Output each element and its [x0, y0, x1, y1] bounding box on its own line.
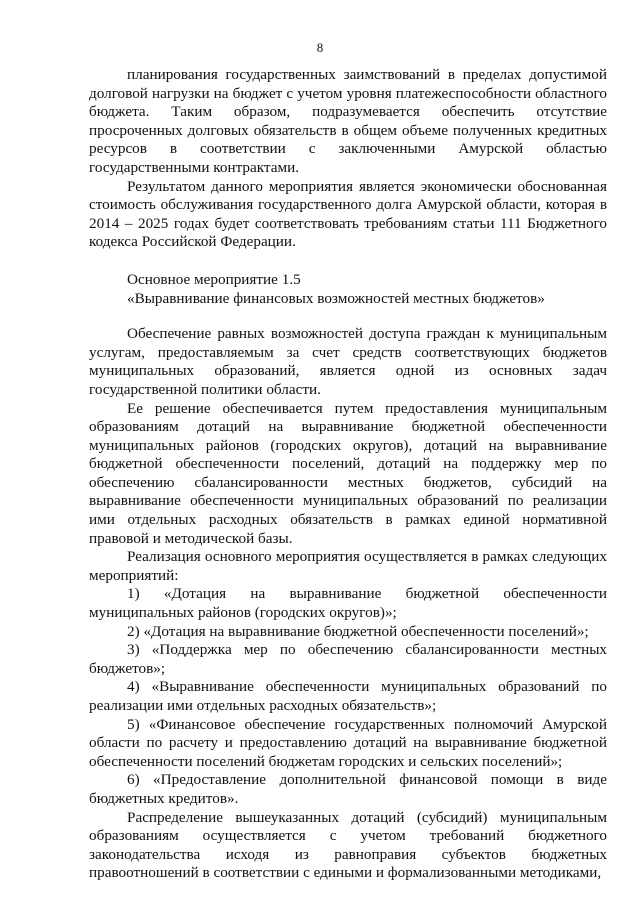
- page-number: 8: [316, 40, 324, 55]
- paragraph-borrowing-continuation: планирования государственных заимствований в пределах допустимой долговой нагрузки на бюджет с учетом уровня платежеспособности областного бюджета. Таким образом, подразумевается обеспечить отсутствие просроченных долговых обязательств в общем объеме полученных кредитных ресурсов в соответствии с заключенными Амурской областью государственными контрактами.: [89, 66, 607, 176]
- paragraph-subsidies: Ее решение обеспечивается путем предоставления муниципальным образованиям дотаций на выравнивание бюджетной обеспеченности муниципальных районов (городских округов), дотаций на выравнивание бюджетной обеспеченности поселений, дотаций на поддержку мер по обеспечению сбалансированности местных бюджетов, субсидий на выравнивание обеспеченности муниципальных образований по реализации ими отдельных расходных обязательств в рамках единой нормативной правовой и методической базы.: [89, 399, 607, 547]
- spacer: [89, 252, 607, 271]
- spacer: [89, 308, 607, 325]
- list-item-2: 2) «Дотация на выравнивание бюджетной обеспеченности поселений»;: [127, 622, 589, 640]
- paragraph-distribution: Распределение вышеуказанных дотаций (субсидий) муниципальным образованиям осуществляется с учетом требований бюджетного законодательства исходя из равноправия субъектов бюджетных правоотношений в соответствии с едиными и формализованными методиками,: [89, 808, 607, 882]
- list-item-4: 4) «Выравнивание обеспеченности муниципальных образований по реализации ими отдельных расходных обязательств»;: [89, 678, 607, 714]
- paragraph-implementation: Реализация основного мероприятия осуществляется в рамках следующих мероприятий:: [89, 548, 607, 584]
- list-item-1: 1) «Дотация на выравнивание бюджетной обеспеченности муниципальных районов (городских округов)»;: [89, 585, 607, 622]
- paragraph-equal-access: Обеспечение равных возможностей доступа граждан к муниципальным услугам, предоставляемым за счет средств соответствующих бюджетов муниципальных образований, является одной из основных задач государственной политики области.: [89, 325, 607, 398]
- list-item-3: 3) «Поддержка мер по обеспечению сбалансированности местных бюджетов»;: [89, 641, 607, 677]
- section-heading-title: «Выравнивание финансовых возможностей местных бюджетов»: [127, 289, 545, 307]
- document-body: [89, 66, 607, 883]
- list-item-5: 5) «Финансовое обеспечение государственных полномочий Амурской области по расчету и предоставлению дотаций на выравнивание бюджетной обеспеченности поселений бюджетам городских и сельских поселений»;: [89, 715, 607, 770]
- list-item-6: 6) «Предоставление дополнительной финансовой помощи в виде бюджетных кредитов».: [89, 771, 607, 807]
- paragraph-debt-service-result: Результатом данного мероприятия является экономически обоснованная стоимость обслуживания государственного долга Амурской области, которая в 2014 – 2025 годах будет соответствовать требованиям статьи 111 Бюджетного кодекса Российской Федерации.: [89, 177, 607, 251]
- section-heading-number: Основное мероприятие 1.5: [127, 270, 301, 288]
